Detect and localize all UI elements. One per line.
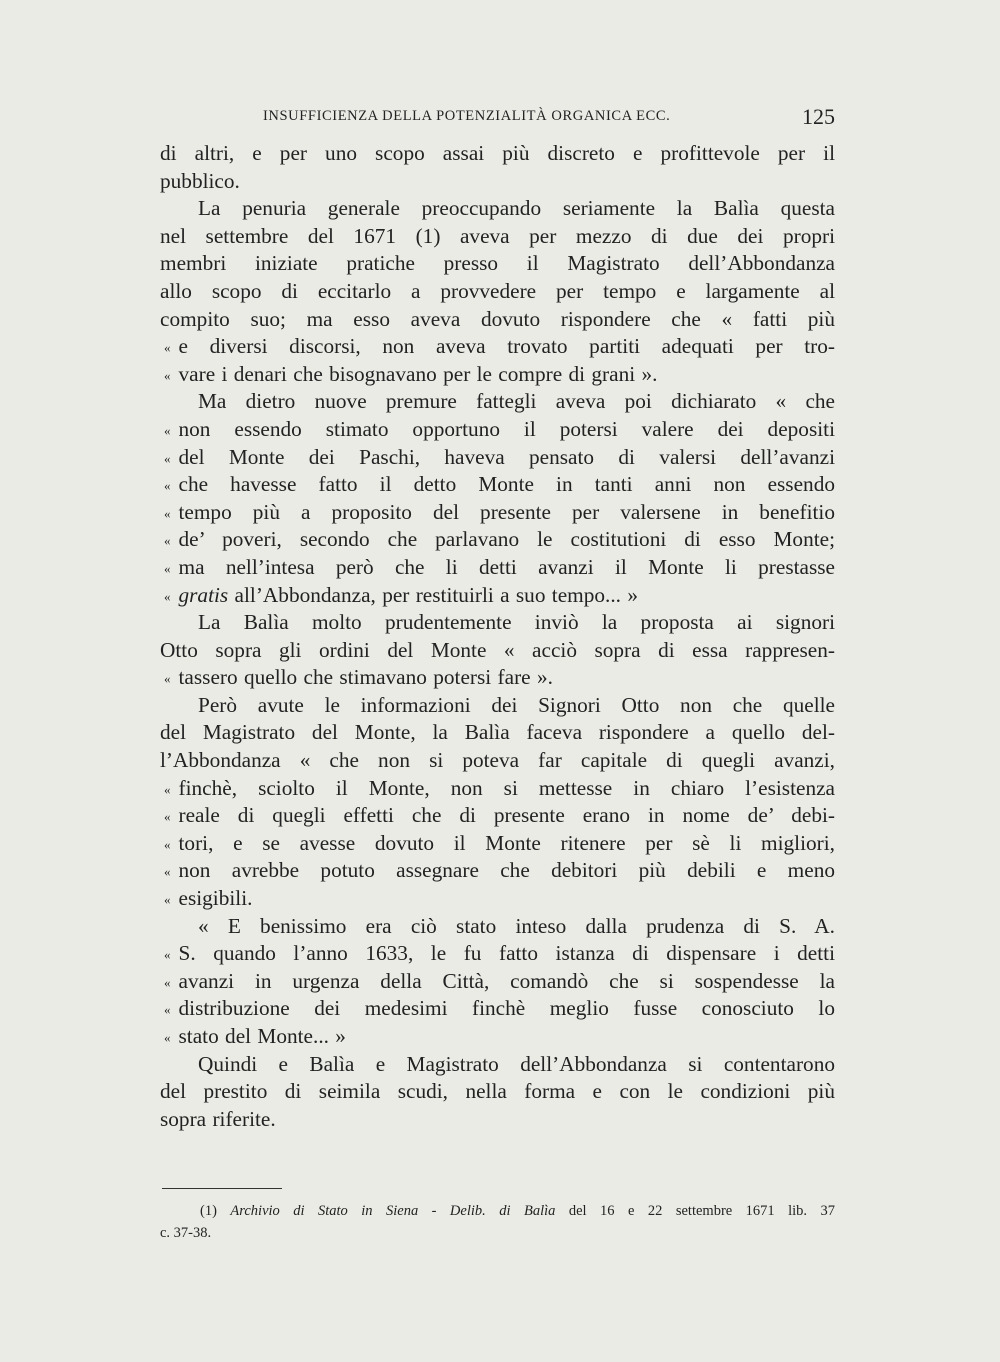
quoted-line: « tassero quello che stimavano potersi fare ». (164, 665, 553, 690)
page-header (160, 104, 835, 134)
quoted-line: « S. quando l’anno 1633, le fu fatto istanza di dispensare i detti (164, 941, 835, 966)
quoted-line: « stato del Monte... » (164, 1024, 346, 1048)
page-number: 125 (802, 104, 835, 129)
text-line: di altri, e per uno scopo assai più discreto e profittevole per il (160, 141, 835, 165)
footnote-reference: (1) (415, 223, 441, 248)
quoted-line: « finchè, sciolto il Monte, non si mettesse in chiaro l’esistenza (164, 775, 835, 800)
text-line: allo scopo di eccitarlo a provvedere per tempo e largamente al (160, 278, 835, 303)
quoted-line: « esigibili. (164, 886, 253, 911)
paragraph-start: Quindi e Balìa e Magistrato dell’Abbondanza si contentarono (198, 1051, 835, 1076)
footnote-divider (162, 1188, 282, 1189)
paragraph-start: « E benissimo era ciò stato inteso dalla prudenza di S. A. (198, 913, 835, 938)
text-line: sopra riferite. (160, 1106, 276, 1131)
quoted-line: « ma nell’intesa però che li detti avanzi il Monte li prestasse (164, 554, 835, 579)
quoted-line: « avanzi in urgenza della Città, comandò che si sospendesse la (164, 968, 835, 993)
quoted-line: « non essendo stimato opportuno il potersi valere dei depositi (164, 416, 835, 441)
paragraph-start: La penuria generale preoccupando seriamente la Balìa questa (198, 196, 835, 221)
text-line: nel settembre del 1671 (1) aveva per mezzo di due dei propri (160, 223, 835, 248)
quoted-line: « e diversi discorsi, non aveva trovato partiti adequati per tro- (164, 334, 835, 359)
quoted-line: « tori, e se avesse dovuto il Monte ritenere per sè li migliori, (164, 830, 835, 855)
paragraph-start: Ma dietro nuove premure fattegli aveva poi dichiarato « che (198, 389, 835, 414)
footnote-line: (1) Archivio di Stato in Siena - Delib. di Balìa del 16 e 22 settembre 1671 lib. 37 (200, 1203, 836, 1219)
text-line: l’Abbondanza « che non si poteva far capitale di quegli avanzi, (160, 748, 835, 773)
paragraph-start: La Balìa molto prudentemente inviò la proposta ai signori (198, 610, 835, 635)
text-line: membri iniziate pratiche presso il Magistrato dell’Abbondanza (160, 251, 835, 276)
quoted-line: « del Monte dei Paschi, haveva pensato di valersi dell’avanzi (164, 444, 835, 469)
quoted-line: « non avrebbe potuto assegnare che debitori più debili e meno (164, 858, 835, 883)
body-text (160, 140, 835, 1133)
quoted-line: « de’ poveri, secondo che parlavano le costitutioni di esso Monte; (164, 527, 835, 552)
quoted-line: « gratis all’Abbondanza, per restituirli a suo tempo... » (164, 582, 638, 607)
running-title: INSUFFICIENZA DELLA POTENZIALITÀ ORGANICA ECC. (263, 108, 671, 124)
quoted-line: « distribuzione dei medesimi finchè meglio fusse conosciuto lo (164, 996, 835, 1021)
italic-word: gratis (178, 582, 229, 607)
footnote-source: Archivio di Stato in Siena - Delib. di Balìa (230, 1203, 556, 1219)
quoted-line: « vare i denari che bisognavano per le compre di grani ». (164, 361, 658, 386)
quoted-line: « reale di quegli effetti che di presente erano in nome de’ debi- (164, 803, 835, 828)
text-line: Otto sopra gli ordini del Monte « acciò sopra di essa rappresen- (160, 637, 835, 662)
paragraph-start: Però avute le informazioni dei Signori Otto non che quelle (198, 692, 835, 717)
text-line: pubblico. (160, 168, 240, 193)
footnote-marker: (1) (200, 1203, 217, 1219)
footnote (160, 1200, 835, 1244)
text-line: compito suo; ma esso aveva dovuto rispondere che « fatti più (160, 306, 835, 331)
footnote-line: c. 37-38. (160, 1225, 212, 1241)
text-line: del prestito di seimila scudi, nella forma e con le condizioni più (160, 1079, 835, 1104)
text-line: del Magistrato del Monte, la Balìa faceva rispondere a quello del- (160, 720, 835, 745)
quoted-line: « tempo più a proposito del presente per valersene in benefitio (164, 499, 835, 524)
quoted-line: « che havesse fatto il detto Monte in tanti anni non essendo (164, 472, 835, 497)
